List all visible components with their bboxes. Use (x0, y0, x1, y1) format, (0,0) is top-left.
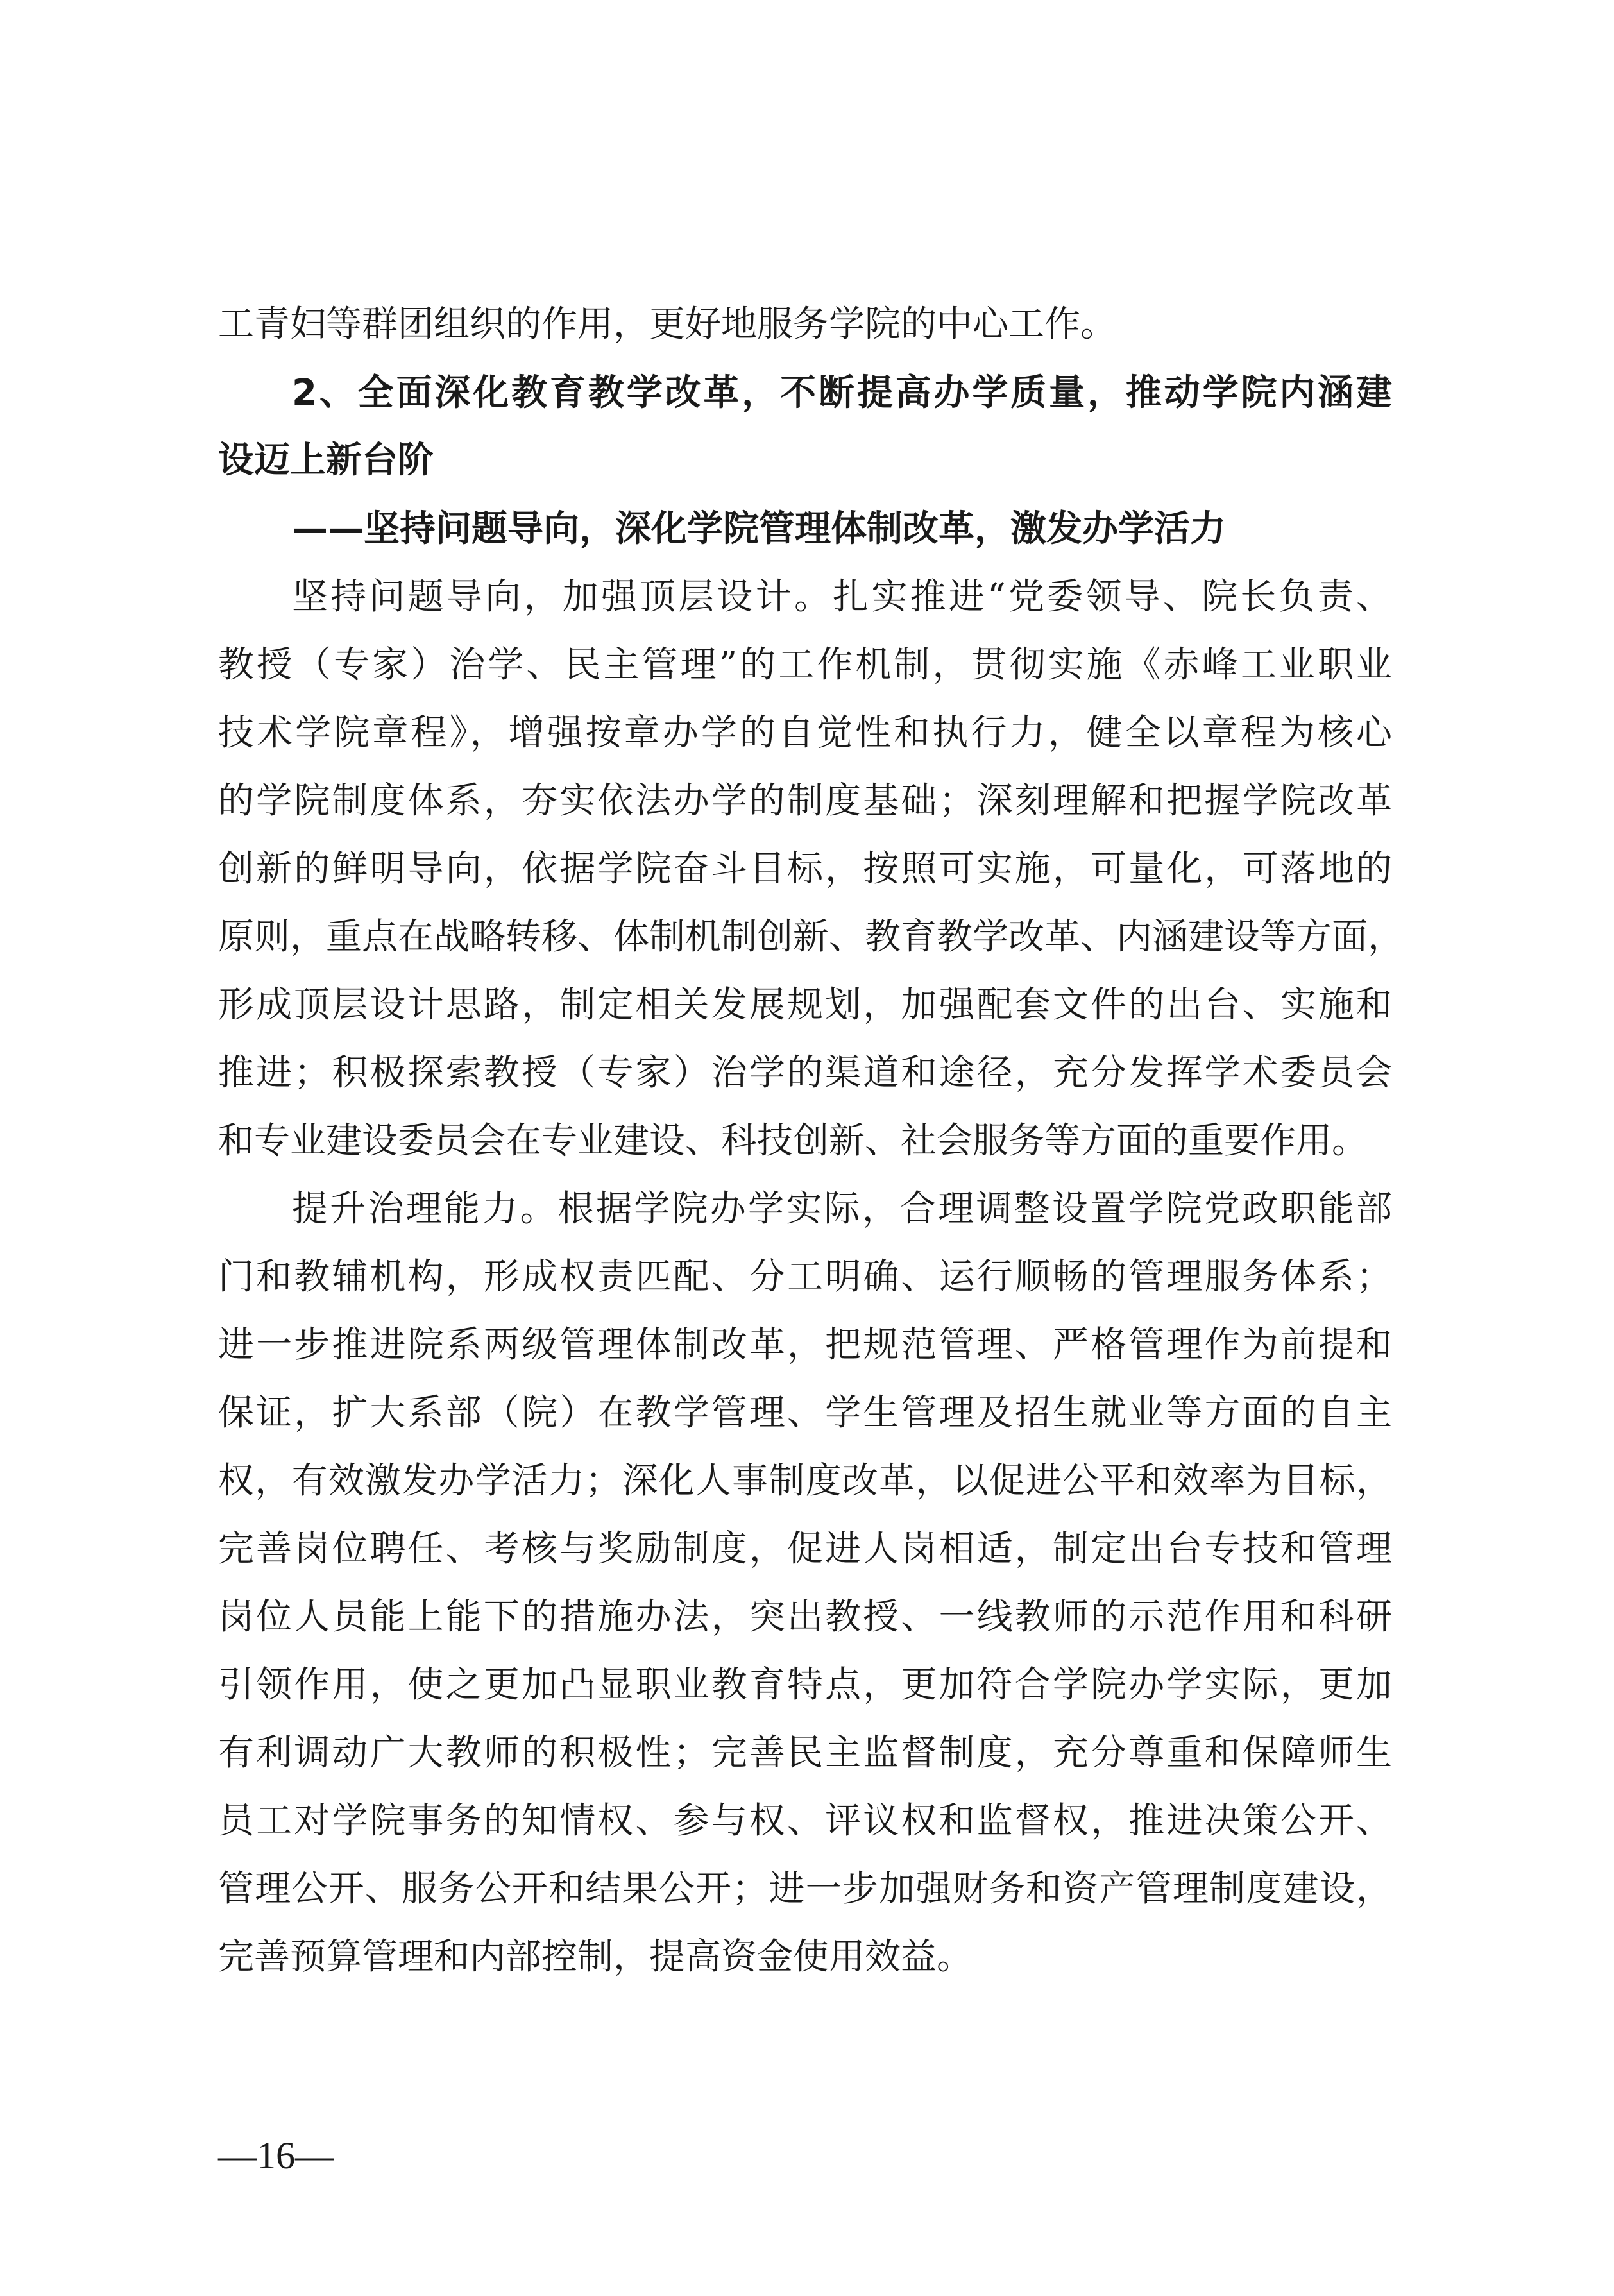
paragraph-2-line: 保证，扩大系部（院）在教学管理、学生管理及招生就业等方面的自主 (218, 1392, 1392, 1434)
paragraph-2-line: 有利调动广大教师的积极性；完善民主监督制度，充分尊重和保障师生 (218, 1732, 1392, 1774)
paragraph-2-line: 权，有效激发办学活力；深化人事制度改革，以促进公平和效率为目标， (218, 1460, 1392, 1502)
paragraph-1-line: 教授（专家）治学、民主管理”的工作机制，贯彻实施《赤峰工业职业 (218, 644, 1392, 686)
paragraph-1-line: 形成顶层设计思路，制定相关发展规划，加强配套文件的出台、实施和 (218, 984, 1392, 1026)
paragraph-2-line: 完善预算管理和内部控制，提高资金使用效益。 (218, 1936, 973, 1978)
paragraph-2-line: 提升治理能力。根据学院办学实际，合理调整设置学院党政职能部 (292, 1188, 1392, 1230)
paragraph-1-line: 推进；积极探索教授（专家）治学的渠道和途径，充分发挥学术委员会 (218, 1052, 1392, 1094)
paragraph-2-line: 门和教辅机构，形成权责匹配、分工明确、运行顺畅的管理服务体系； (218, 1256, 1392, 1298)
paragraph-2-line: 管理公开、服务公开和结果公开；进一步加强财务和资产管理制度建设， (218, 1868, 1392, 1910)
paragraph-2-line: 岗位人员能上能下的措施办法，突出教授、一线教师的示范作用和科研 (218, 1596, 1392, 1638)
section-heading-line-1: 2、全面深化教育教学改革，不断提高办学质量，推动学院内涵建 (292, 372, 1392, 414)
paragraph-2-line: 进一步推进院系两级管理体制改革，把规范管理、严格管理作为前提和 (218, 1324, 1392, 1366)
paragraph-1-line: 原则，重点在战略转移、体制机制创新、教育教学改革、内涵建设等方面， (218, 916, 1404, 958)
section-heading-line-2: 设迈上新台阶 (218, 439, 434, 481)
paragraph-1-line: 和专业建设委员会在专业建设、科技创新、社会服务等方面的重要作用。 (218, 1120, 1368, 1162)
paragraph-1-line: 技术学院章程》，增强按章办学的自觉性和执行力，健全以章程为核心 (218, 712, 1392, 754)
paragraph-1-line: 的学院制度体系，夯实依法办学的制度基础；深刻理解和把握学院改革 (218, 780, 1392, 822)
page-number: —16— (218, 2134, 334, 2177)
paragraph-2-line: 员工对学院事务的知情权、参与权、评议权和监督权，推进决策公开、 (218, 1800, 1392, 1842)
paragraph-2-line: 完善岗位聘任、考核与奖励制度，促进人岗相适，制定出台专技和管理 (218, 1528, 1392, 1570)
paragraph-2-line: 引领作用，使之更加凸显职业教育特点，更加符合学院办学实际，更加 (218, 1664, 1392, 1706)
subsection-heading: ——坚持问题导向，深化学院管理体制改革，激发办学活力 (292, 508, 1226, 550)
paragraph-1-line: 坚持问题导向，加强顶层设计。扎实推进“党委领导、院长负责、 (292, 576, 1392, 618)
text-line-continuation: 工青妇等群团组织的作用，更好地服务学院的中心工作。 (218, 303, 1116, 345)
paragraph-1-line: 创新的鲜明导向，依据学院奋斗目标，按照可实施，可量化，可落地的 (218, 848, 1392, 890)
